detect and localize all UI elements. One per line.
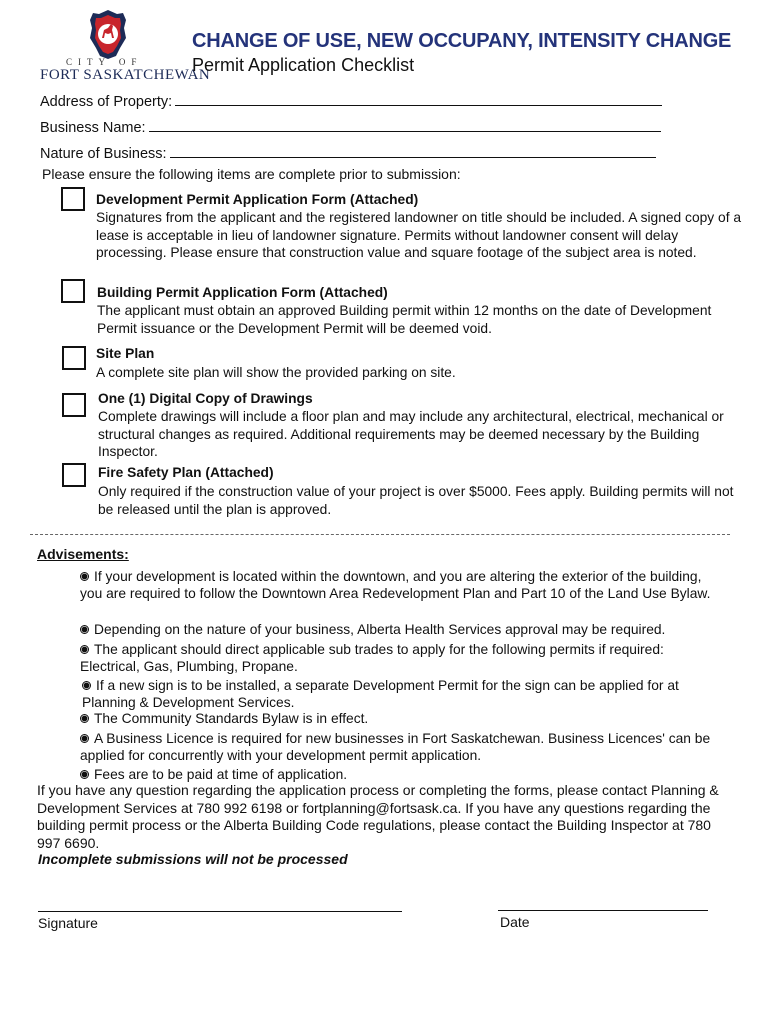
advisement-item: A Business Licence is required for new businesses in Fort Saskatchewan. Business Licences' can be applied for concurrently with your development permit application. <box>80 731 711 764</box>
business-name-field[interactable] <box>40 119 661 136</box>
bullet-icon <box>82 681 91 690</box>
checkbox-development-permit[interactable] <box>61 187 85 211</box>
item-desc-fire-safety-plan: Only required if the construction value of your project is over $5000. Fees apply. Building permits will not be released until the plan is approved. <box>98 484 734 517</box>
bullet-icon <box>80 770 89 779</box>
bullet-icon <box>80 734 89 743</box>
item-desc-building-permit: The applicant must obtain an approved Building permit within 12 months on the date of Development Permit issuance or the Development Permit will be deemed void. <box>97 303 712 336</box>
bullet-icon <box>80 625 89 634</box>
address-label: Address of Property: <box>40 94 173 110</box>
date-label: Date <box>500 914 530 930</box>
checklist-intro: Please ensure the following items are complete prior to submission: <box>42 166 461 182</box>
contact-info: If you have any question regarding the application process or completing the forms, please contact Planning & Development Services at 780 992 6198 or fortplanning@fortsask.ca. If you have any questions regarding the building permit process or the Alberta Building Code regulations, please contact the Building Inspector at 780 997 6690. <box>37 782 719 851</box>
advisements-title: Advisements: <box>37 546 129 562</box>
checkbox-fire-safety-plan[interactable] <box>62 463 86 487</box>
item-title-building-permit: Building Permit Application Form (Attached) <box>97 285 388 300</box>
advisement-item: If your development is located within the downtown, and you are altering the exterior of the building, you are required to follow the Downtown Area Redevelopment Plan and Part 10 of the Land Use Bylaw. <box>80 569 711 602</box>
advisement-item: If a new sign is to be installed, a separate Development Permit for the sign can be applied for at Planning & Development Services. <box>82 678 679 711</box>
bullet-icon <box>80 714 89 723</box>
page-title: CHANGE OF USE, NEW OCCUPANY, INTENSITY CHANGE <box>192 30 732 52</box>
item-desc-drawings: Complete drawings will include a floor plan and may include any architectural, electrical, mechanical or structural changes as required. Additional requirements may be deemed necessary by the Building Inspector. <box>98 409 724 459</box>
logo-city-name: FORT SASKATCHEWAN <box>40 67 211 83</box>
business-name-label: Business Name: <box>40 120 146 136</box>
advisement-item: The Community Standards Bylaw is in effect. <box>80 710 730 727</box>
item-desc-development-permit: Signatures from the applicant and the registered landowner on title should be included. A signed copy of a lease is acceptable in lieu of landowner signature. Permits without landowner consent will delay processing. Please ensure that construction value and square footage of the subject area is noted. <box>96 210 742 260</box>
advisement-item: Depending on the nature of your business, Alberta Health Services approval may be required. <box>80 621 730 638</box>
signature-label: Signature <box>38 915 98 931</box>
item-title-drawings: One (1) Digital Copy of Drawings <box>98 391 313 406</box>
advisement-item: Fees are to be paid at time of application. <box>80 766 730 783</box>
signature-line[interactable] <box>38 911 402 912</box>
bullet-icon <box>80 572 89 581</box>
advisement-item: The applicant should direct applicable sub trades to apply for the following permits if required: Electrical, Gas, Plumbing, Propane. <box>80 642 664 675</box>
item-desc-site-plan: A complete site plan will show the provided parking on site. <box>96 365 456 380</box>
checkbox-drawings[interactable] <box>62 393 86 417</box>
nature-of-business-field[interactable] <box>40 145 656 162</box>
nature-of-business-label: Nature of Business: <box>40 146 167 162</box>
checkbox-building-permit[interactable] <box>61 279 85 303</box>
bullet-icon <box>80 645 89 654</box>
item-title-fire-safety-plan: Fire Safety Plan (Attached) <box>98 465 274 480</box>
section-divider <box>30 534 730 535</box>
logo-city-text: CITY OF <box>66 57 143 67</box>
page-subtitle: Permit Application Checklist <box>192 55 415 75</box>
item-title-site-plan: Site Plan <box>96 346 155 361</box>
address-field[interactable] <box>40 93 662 110</box>
item-title-development-permit: Development Permit Application Form (Attached) <box>96 192 419 207</box>
date-line[interactable] <box>498 910 708 911</box>
checkbox-site-plan[interactable] <box>62 346 86 370</box>
incomplete-warning: Incomplete submissions will not be processed <box>38 851 348 867</box>
